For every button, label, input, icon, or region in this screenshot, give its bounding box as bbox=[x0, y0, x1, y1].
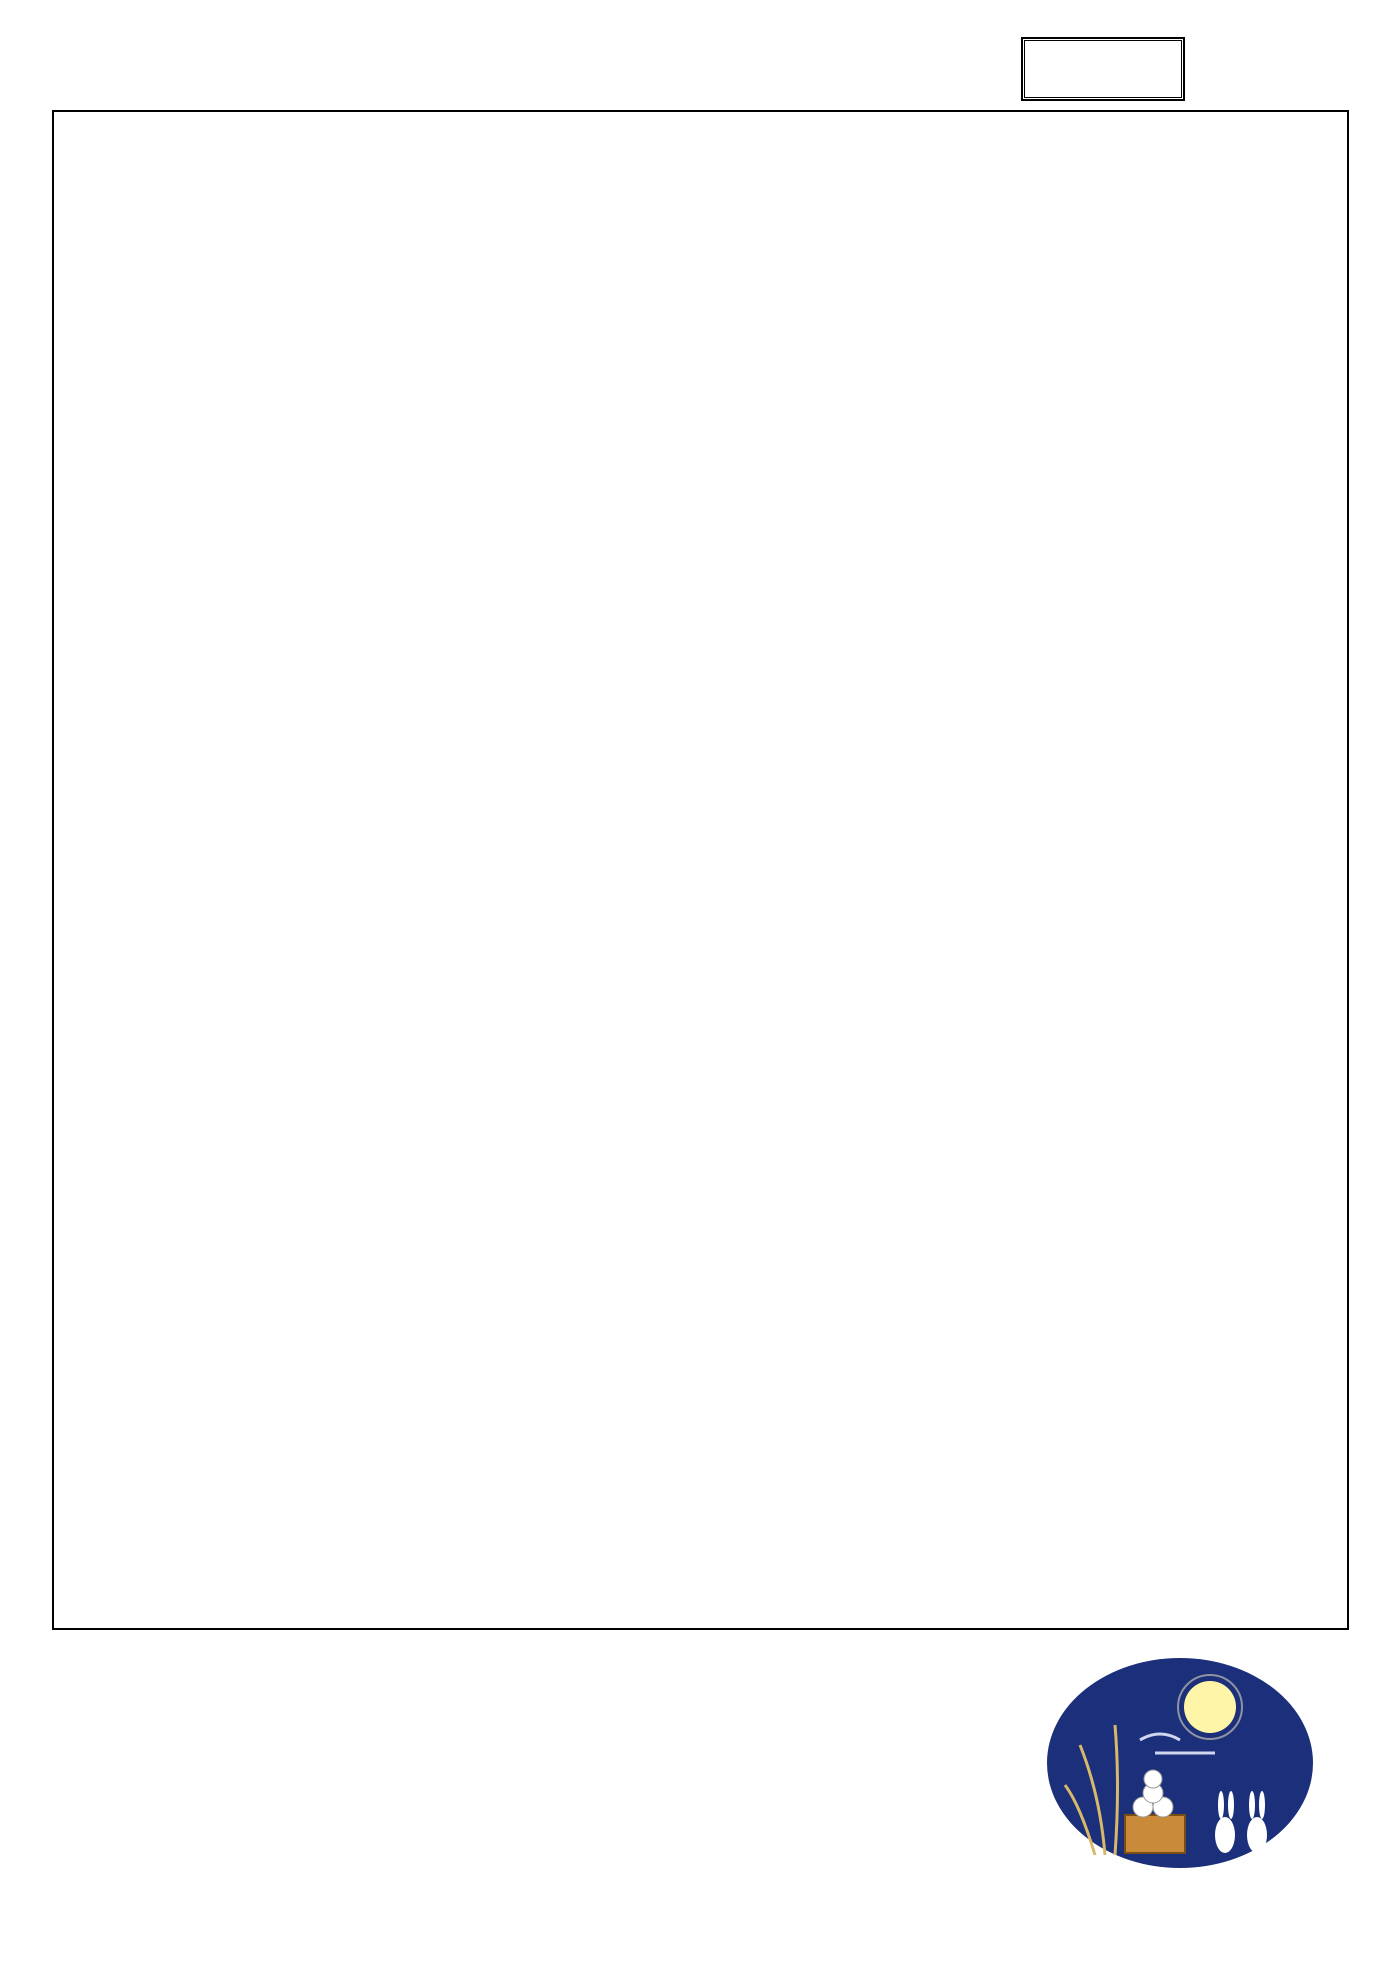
moon-viewing-illustration bbox=[1045, 1655, 1315, 1870]
month-box bbox=[1022, 38, 1184, 100]
moon-icon bbox=[1184, 1681, 1236, 1733]
calendar-table bbox=[52, 110, 1349, 1630]
rabbit-icon-2 bbox=[1247, 1817, 1267, 1853]
sanbo-stand-icon bbox=[1125, 1815, 1185, 1853]
rabbit-icon bbox=[1215, 1817, 1235, 1853]
